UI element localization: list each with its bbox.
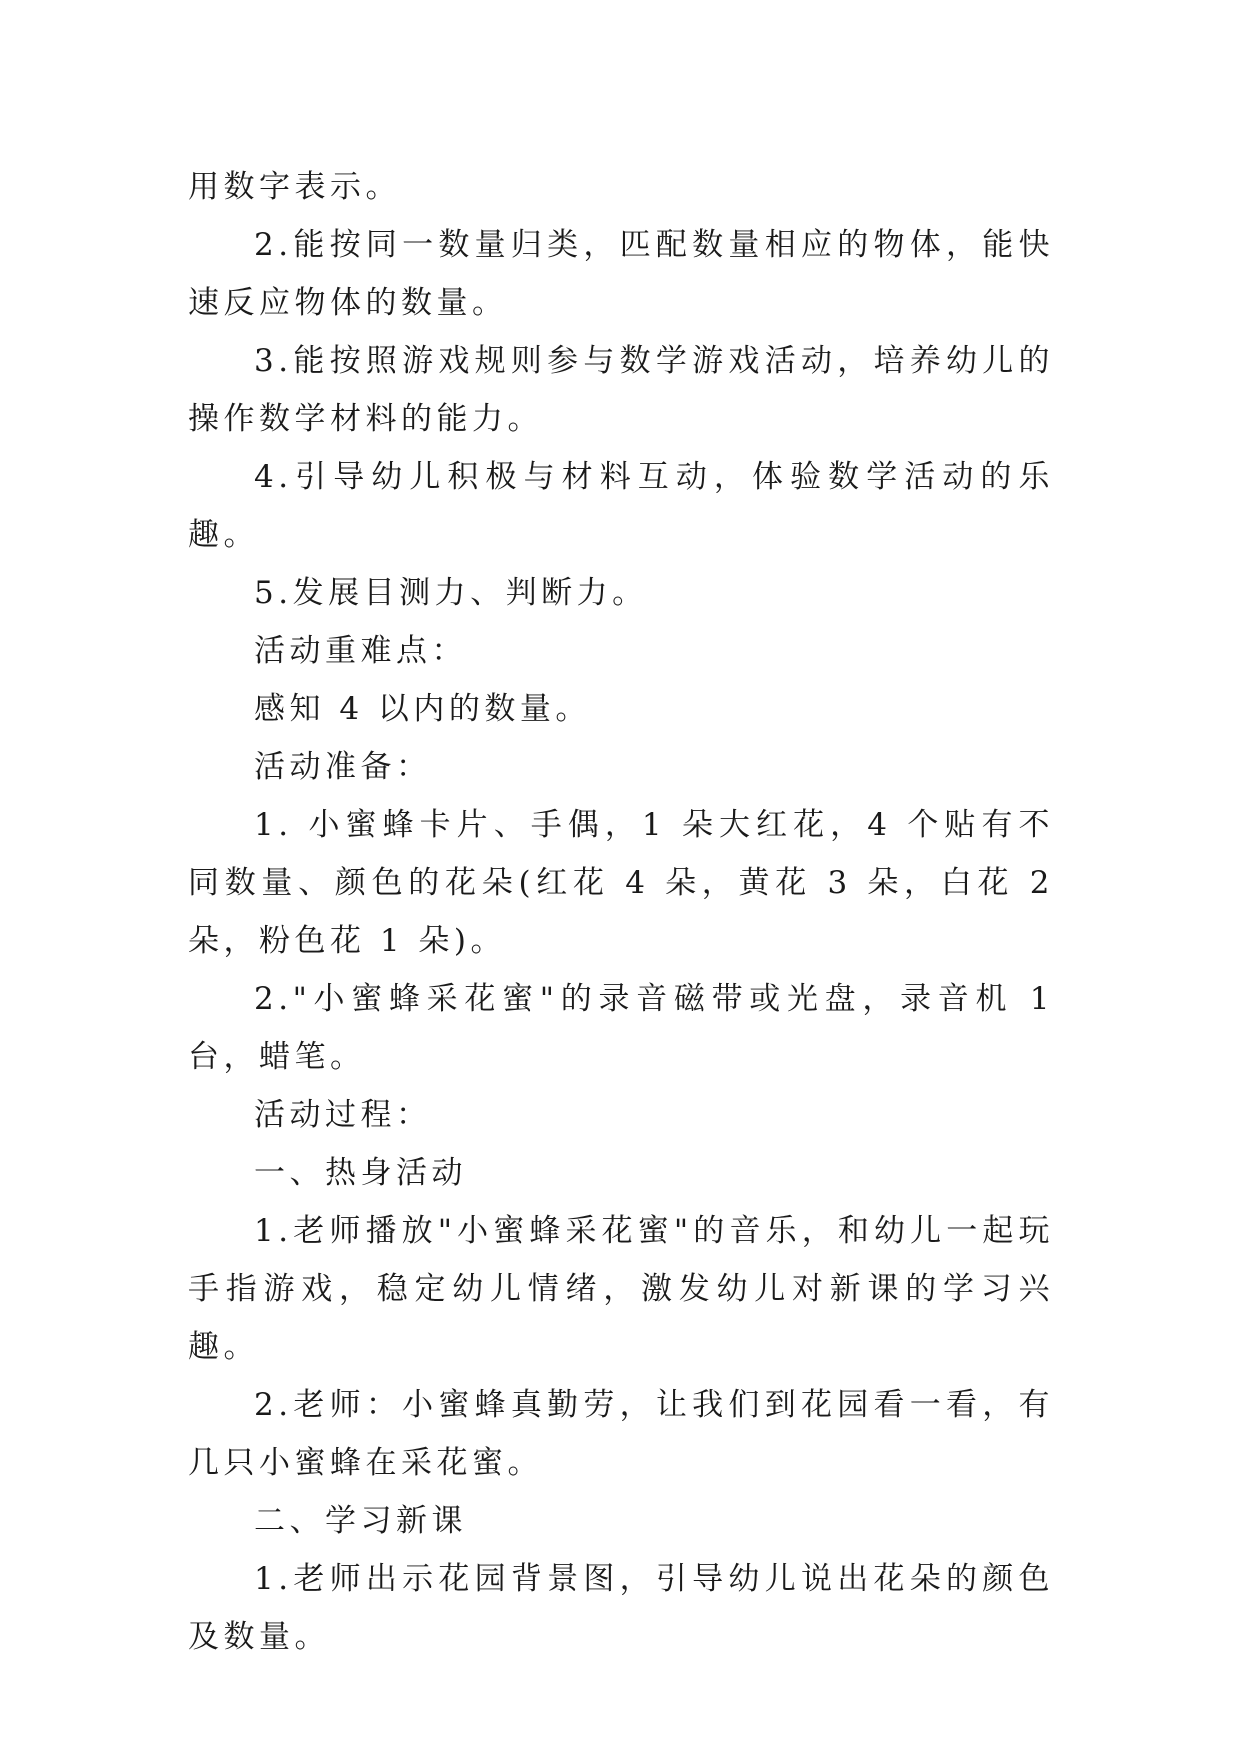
heading-key-points: 活动重难点：	[254, 633, 467, 669]
heading-warmup: 一、热身活动	[254, 1155, 467, 1191]
heading-process: 活动过程：	[254, 1097, 432, 1133]
paragraph-preparation-2: 2."小蜜蜂采花蜜"的录音磁带或光盘，录音机 1 台，蜡笔。	[188, 981, 1054, 1075]
paragraph-preparation-1: 1. 小蜜蜂卡片、手偶，1 朵大红花，4 个贴有不同数量、颜色的花朵(红花 4 朵，黄花 3 朵，白花 2 朵，粉色花 1 朵)。	[188, 807, 1054, 959]
heading-new-lesson: 二、学习新课	[254, 1503, 467, 1539]
paragraph-goal-2: 2.能按同一数量归类，匹配数量相应的物体，能快速反应物体的数量。	[188, 227, 1054, 321]
paragraph-warmup-2: 2.老师：小蜜蜂真勤劳，让我们到花园看一看，有几只小蜜蜂在采花蜜。	[188, 1387, 1054, 1481]
paragraph-goal-3: 3.能按照游戏规则参与数学游戏活动，培养幼儿的操作数学材料的能力。	[188, 343, 1054, 437]
paragraph-continuation: 用数字表示。	[188, 169, 401, 205]
heading-preparation: 活动准备：	[254, 749, 432, 785]
document-body	[188, 158, 1054, 1666]
paragraph-goal-4: 4.引导幼儿积极与材料互动，体验数学活动的乐趣。	[188, 459, 1054, 553]
paragraph-warmup-1: 1.老师播放"小蜜蜂采花蜜"的音乐，和幼儿一起玩手指游戏，稳定幼儿情绪，激发幼儿对新课的学习兴趣。	[188, 1213, 1054, 1365]
paragraph-goal-5: 5.发展目测力、判断力。	[254, 575, 648, 611]
paragraph-new-lesson-1: 1.老师出示花园背景图，引导幼儿说出花朵的颜色及数量。	[188, 1561, 1054, 1655]
paragraph-key-points: 感知 4 以内的数量。	[254, 691, 591, 727]
